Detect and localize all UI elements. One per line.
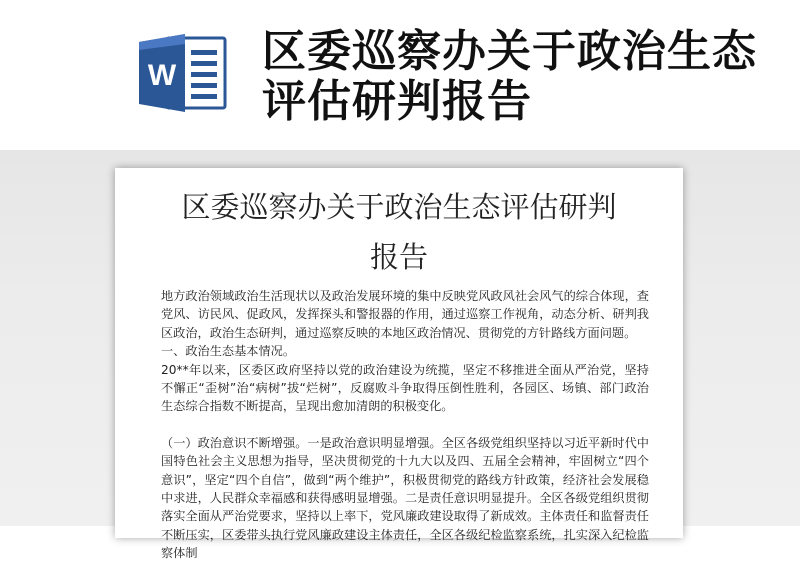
document-page <box>115 168 683 561</box>
paragraph-political-awareness: （一）政治意识不断增强。一是政治意识明显增强。全区各级党组织坚持以习近平新时代中国特色社会主义思想为指导，坚决贯彻党的十九大以及四、五届全会精神，牢固树立“四个意识”，坚定“四个自信”，做到“两个维护”，积极贯彻党的路线方针政策，经济社会发展稳中求进，人民群众幸福感和获得感明显增强。二是责任意识明显提升。全区各级党组织贯彻落实全面从严治党要求，坚持以上率下，党风廉政建设取得了新成效。主体责任和监督责任不断压实，区委带头执行党风廉政建设主体责任，全区各级纪检监察系统，扎实深入纪检监察体制 <box>161 435 649 561</box>
paragraph-intro: 地方政治领域政治生活现状以及政治发展环境的集中反映党风政风社会风气的综合体现，查党风、访民风、促政风，发挥探头和警报器的作用，通过巡察工作视角，动态分析、研判我区政治，政治生态研判，通过巡察反映的本地区政治情况、贯彻党的方针路线方面问题。 <box>161 289 649 340</box>
document-title <box>115 182 683 282</box>
document-title-line-2: 报告 <box>369 240 428 274</box>
paragraph-overview: 20**年以来，区委区政府坚持以党的政治建设为统揽，坚定不移推进全面从严治党，坚持不懈正“歪树”治“病树”拔“烂树”，反腐败斗争取得压倒性胜利，各园区、场镇、部门政治生态综合指数不断提高，呈现出愈加清朗的积极变化。 <box>161 362 649 414</box>
page-title: 区委巡察办关于政治生态评估研判报告 <box>262 26 757 127</box>
document-body <box>161 287 649 563</box>
section-heading: 一、政治生态基本情况。 <box>161 344 296 359</box>
document-title-line-1: 区委巡察办关于政治生态评估研判 <box>181 190 617 224</box>
word-document-icon <box>137 32 229 114</box>
header-banner <box>0 0 800 150</box>
svg-text:W: W <box>147 59 177 92</box>
